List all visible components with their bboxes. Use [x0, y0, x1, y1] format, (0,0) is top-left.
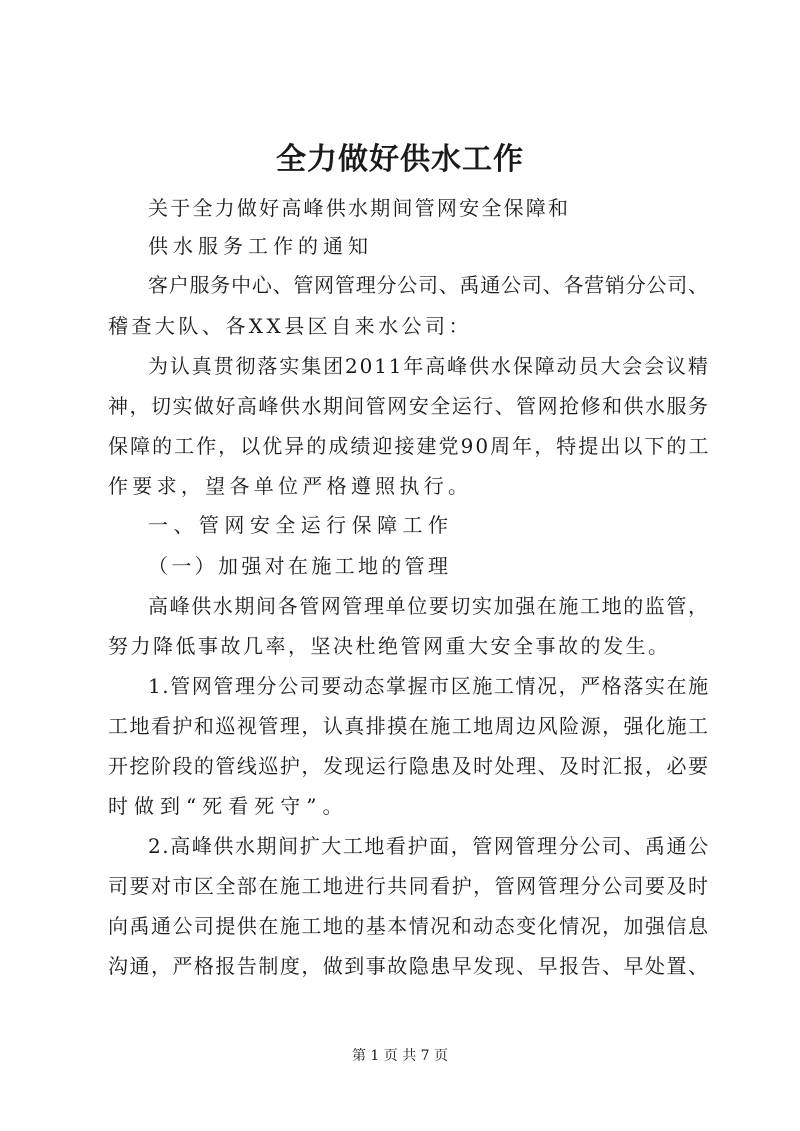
paragraph-line: 为认真贯彻落实集团2011年高峰供水保障动员大会会议精 — [148, 354, 710, 378]
subtitle-line-2: 供水服务工作的通知 — [148, 234, 373, 258]
addressee-line-2: 稽查大队、各XX县区自来水公司： — [108, 314, 472, 338]
paragraph-line: 向禹通公司提供在施工地的基本情况和动态变化情况，加强信息 — [108, 914, 710, 938]
paragraph-line: 高峰供水期间各管网管理单位要切实加强在施工地的监管， — [148, 594, 710, 618]
paragraph-line: 司要对市区全部在施工地进行共同看护，管网管理分公司要及时 — [108, 874, 710, 898]
subsection-heading: （一）加强对在施工地的管理 — [148, 554, 452, 578]
paragraph-line: 保障的工作，以优异的成绩迎接建党90周年，特提出以下的工 — [108, 434, 711, 458]
page-footer: 第 1 页 共 7 页 — [351, 1048, 449, 1064]
paragraph-line: 神，切实做好高峰供水期间管网安全运行、管网抢修和供水服务 — [108, 394, 710, 418]
paragraph-line: 工地看护和巡视管理，认真排摸在施工地周边风险源，强化施工 — [108, 714, 710, 738]
subtitle-line-1: 关于全力做好高峰供水期间管网安全保障和 — [148, 196, 571, 220]
paragraph-line: 开挖阶段的管线巡护，发现运行隐患及时处理、及时汇报，必要 — [108, 754, 710, 778]
paragraph-line: 努力降低事故几率，坚决杜绝管网重大安全事故的发生。 — [108, 634, 671, 658]
addressee-line-1: 客户服务中心、管网管理分公司、禹通公司、各营销分公司、 — [148, 273, 709, 297]
section-heading: 一、管网安全运行保障工作 — [148, 513, 454, 537]
document-title: 全力做好供水工作 — [276, 142, 524, 177]
paragraph-line: 时做到“死看死守”。 — [108, 794, 349, 818]
paragraph-line: 2.高峰供水期间扩大工地看护面，管网管理分公司、禹通公 — [148, 834, 710, 858]
paragraph-line: 作要求，望各单位严格遵照执行。 — [108, 474, 473, 498]
paragraph-line: 1.管网管理分公司要动态掌握市区施工情况，严格落实在施 — [148, 674, 710, 698]
paragraph-line: 沟通，严格报告制度，做到事故隐患早发现、早报告、早处置、 — [108, 954, 710, 978]
